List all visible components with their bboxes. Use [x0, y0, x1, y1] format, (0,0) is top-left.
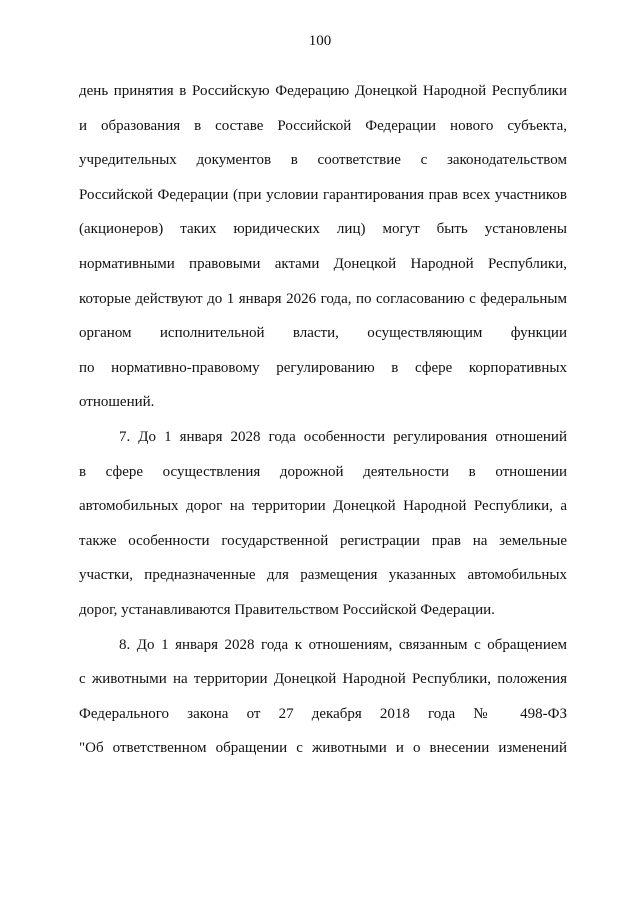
document-body [79, 74, 567, 766]
text-line: нормативными правовыми актами Донецкой Народной Республики, [79, 255, 567, 272]
text-line: учредительных документов в соответствие с законодательством [79, 152, 567, 169]
text-line: и образования в составе Российской Федерации нового субъекта, [79, 117, 567, 134]
text-line: органом исполнительной власти, осуществляющим функции [79, 325, 567, 342]
text-line: дорог, устанавливаются Правительством Российской Федерации. [79, 601, 495, 618]
paragraph-7-start: 7. До 1 января 2028 года особенности регулирования отношений [119, 428, 567, 445]
text-line: с животными на территории Донецкой Народной Республики, положения [79, 671, 567, 688]
text-line: отношений. [79, 394, 155, 411]
text-line: Российской Федерации (при условии гарантирования прав всех участников [79, 186, 567, 203]
text-line: Федерального закона от 27 декабря 2018 года № 498-ФЗ [79, 705, 567, 722]
text-line: "Об ответственном обращении с животными и о внесении изменений [79, 740, 567, 757]
text-line: которые действуют до 1 января 2026 года, по согласованию с федеральным [79, 290, 567, 307]
page-number: 100 [308, 33, 332, 49]
text-line: (акционеров) таких юридических лиц) могут быть установлены [79, 221, 567, 238]
text-line: день принятия в Российскую Федерацию Донецкой Народной Республики [79, 83, 567, 99]
paragraph-8-start: 8. До 1 января 2028 года к отношениям, связанным с обращением [119, 636, 567, 653]
text-line: по нормативно-правовому регулированию в сфере корпоративных [79, 359, 567, 376]
text-line: также особенности государственной регистрации прав на земельные [79, 532, 567, 549]
text-line: участки, предназначенные для размещения указанных автомобильных [79, 567, 567, 584]
text-line: в сфере осуществления дорожной деятельности в отношении [79, 463, 567, 480]
text-line: автомобильных дорог на территории Донецкой Народной Республики, а [79, 498, 567, 515]
